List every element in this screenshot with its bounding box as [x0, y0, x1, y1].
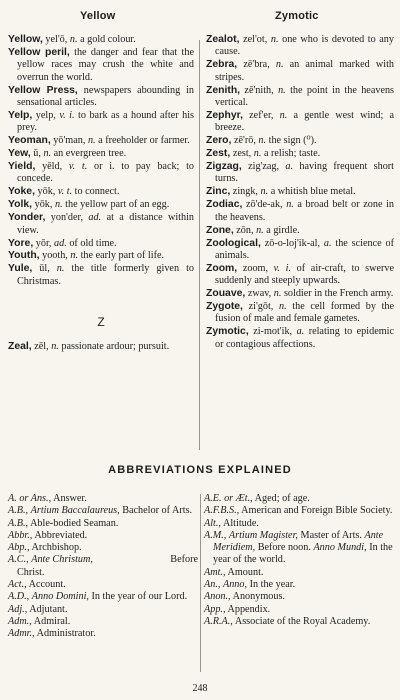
abbreviation-entry: A.F.B.S., American and Foreign Bible Society. — [204, 505, 393, 517]
abbreviation-entry: A. or Ans., Answer. — [8, 493, 87, 504]
dictionary-entry: Yolk, yōk, n. the yellow part of an egg. — [8, 199, 170, 211]
left-column — [8, 34, 194, 353]
dictionary-entry: Zymotic, zi-mot'ik, a. relating to epidemic or contagious affections. — [206, 326, 394, 350]
page-number: 248 — [192, 683, 208, 694]
dictionary-entry: Zoom, zoom, v. i. of air-craft, to swerve suddenly and steeply upwards. — [206, 262, 395, 287]
dictionary-entry: Zenith, zē'nith, n. the point in the heavens vertical. — [206, 84, 395, 109]
dictionary-entry: Yew, ū, n. an evergreen tree. — [8, 148, 127, 160]
abbreviation-entry: Admr., Administrator. — [8, 628, 96, 640]
column-divider — [199, 40, 200, 450]
dictionary-entry: Zouave, zwav, n. soldier in the French army. — [206, 288, 394, 300]
abbreviation-entry: A.B., Artium Baccalaureus, Bachelor of Arts. — [8, 505, 193, 517]
dictionary-entry: Zone, zōn, n. a girdle. — [206, 224, 300, 236]
dictionary-entry: Yore, yōr, ad. of old time. — [8, 237, 117, 249]
abbreviation-entry: A.R.A., Associate of the Royal Academy. — [204, 615, 371, 627]
abbreviation-entry: Adj., Adjutant. — [8, 603, 68, 615]
abbreviation-entry: A.M., Artium Magister, Master of Arts. Ante Meridiem, Before noon. Anno Mundi, In the year of the world. — [204, 529, 393, 566]
dictionary-entry: Yoke, yōk, v. t. to connect. — [8, 186, 120, 198]
dictionary-entry: Yule, ūl, n. the title formerly given to Christmas. — [8, 263, 194, 287]
abbreviations-heading: ABBREVIATIONS EXPLAINED — [108, 464, 292, 476]
abbreviation-entry: An., Anno, In the year. — [204, 579, 296, 591]
abbreviation-entry: Amt., Amount. — [204, 566, 264, 578]
dictionary-entry: Zigzag, zig'zag, a. having frequent short turns. — [206, 161, 395, 185]
abbreviation-entry: A.E. or Æt., Aged; of age. — [204, 493, 310, 504]
dictionary-entry: Zinc, zingk, n. a whitish blue metal. — [206, 186, 356, 198]
right-column — [206, 34, 394, 352]
running-head-left: Yellow — [80, 10, 116, 22]
abbreviation-entry: Act., Account. — [8, 579, 66, 591]
abbreviation-entry: A.D., Anno Domini, In the year of our Lord. — [8, 591, 188, 603]
abbreviation-entry: App., Appendix. — [204, 603, 271, 615]
abbreviations-left-column — [8, 493, 198, 641]
dictionary-entry: Yeoman, yō'man, n. a freeholder or farmer. — [8, 135, 190, 147]
abbreviation-entry: A.B., Able-bodied Seaman. — [8, 517, 119, 529]
running-head-right: Zymotic — [275, 10, 319, 22]
dictionary-entry: Zoological, zō-o-loj'ik-al, a. the science of animals. — [206, 237, 394, 261]
dictionary-entry: Yellow peril, the danger and fear that the yellow races may crush the white and overrun the world. — [8, 46, 194, 83]
dictionary-entry: Zephyr, zef'er, n. a gentle west wind; a breeze. — [206, 109, 395, 134]
abbreviations-right-column — [204, 493, 394, 628]
dictionary-entry: Yield, yēld, v. t. or i. to pay back; to concede. — [8, 161, 195, 185]
dictionary-entry: Zeal, zēl, n. passionate ardour; pursuit. — [8, 340, 170, 352]
abbreviation-entry: Anon., Anonymous. — [204, 591, 285, 603]
dictionary-entry: Zygote, zi'gōt, n. the cell formed by the fusion of male and female gametes. — [206, 301, 395, 325]
abbreviation-entry: Alt., Altitude. — [204, 517, 259, 529]
dictionary-entry: Zebra, zē'bra, n. an animal marked with stripes. — [206, 59, 395, 83]
dictionary-entry: Youth, yooth, n. the early part of life. — [8, 250, 165, 262]
dictionary-entry: Yonder, yon'der, ad. at a distance within view. — [8, 212, 195, 236]
abbreviation-entry: Abp., Archbishop. — [8, 542, 82, 554]
abbreviation-entry: A.C., Ante Christum, Before Christ. — [8, 554, 198, 578]
dictionary-entry: Zealot, zel'ot, n. one who is devoted to any cause. — [206, 34, 394, 58]
abbreviations-column-divider — [200, 494, 201, 672]
dictionary-entry: Yelp, yelp, v. i. to bark as a hound after his prey. — [8, 109, 195, 134]
abbreviation-entry: Adm., Admiral. — [8, 615, 71, 627]
abbreviation-entry: Abbr., Abbreviated. — [8, 529, 88, 541]
dictionary-entry: Zodiac, zō'de-ak, n. a broad belt or zone in the heavens. — [206, 199, 395, 223]
dictionary-entry: Zero, zē'rō, n. the sign (⁰). — [206, 135, 317, 147]
dictionary-entry: Zest, zest, n. a relish; taste. — [206, 148, 321, 160]
dictionary-entry: Yellow Press, newspapers abounding in sensational articles. — [8, 84, 194, 109]
dictionary-entry: Yellow, yel'ō, n. a gold colour. — [8, 34, 136, 45]
section-letter: Z — [97, 315, 105, 330]
